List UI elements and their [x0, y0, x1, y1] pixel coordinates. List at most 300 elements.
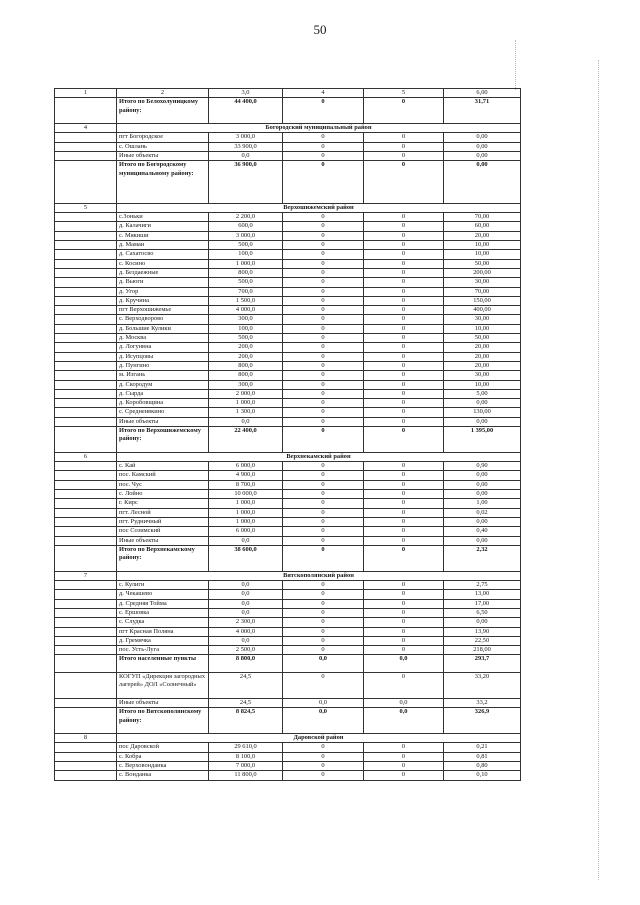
- value-col-4: 0: [283, 241, 364, 250]
- region-number: 4: [55, 124, 117, 133]
- value-col-4: 0: [283, 259, 364, 268]
- value-col-3: 0,0: [209, 636, 283, 645]
- settlement-name: с. Среднеивкино: [117, 408, 209, 417]
- table-row: [55, 287, 521, 296]
- table-row: [55, 213, 521, 222]
- table-row: [55, 408, 521, 417]
- row-number: [55, 408, 117, 417]
- value-col-4: 0: [283, 590, 364, 599]
- header-col-4: 4: [283, 89, 364, 98]
- value-col-5: 0: [364, 343, 444, 352]
- row-number: [55, 673, 117, 699]
- row-number: [55, 627, 117, 636]
- settlement-name: КОГУП «Дирекция загородных лагерей» ДОЛ «Солнечный»: [117, 673, 209, 699]
- value-col-3: 800,0: [209, 371, 283, 380]
- row-number: [55, 334, 117, 343]
- settlement-name: д. Чекашево: [117, 590, 209, 599]
- row-number: [55, 371, 117, 380]
- value-col-3: 3 000,0: [209, 133, 283, 142]
- table-row: [55, 618, 521, 627]
- scan-margin-line: [515, 40, 516, 90]
- table-row: [55, 152, 521, 161]
- table-row: [55, 536, 521, 545]
- table-row: [55, 399, 521, 408]
- value-col-4: 0: [283, 618, 364, 627]
- settlement-name: д. Скородум: [117, 380, 209, 389]
- value-col-5: 0: [364, 287, 444, 296]
- value-col-4: 0: [283, 499, 364, 508]
- value-col-5: 0: [364, 771, 444, 780]
- row-number: [55, 545, 117, 571]
- value-col-4: 0: [283, 480, 364, 489]
- header-col-6: 6,00: [444, 89, 521, 98]
- value-col-6: 10,00: [444, 241, 521, 250]
- value-col-4: 0: [283, 161, 364, 204]
- value-col-5: 0: [364, 306, 444, 315]
- value-col-6: 20,00: [444, 352, 521, 361]
- header-col-3: 3,0: [209, 89, 283, 98]
- settlement-name: с. Лойно: [117, 490, 209, 499]
- row-number: [55, 536, 117, 545]
- value-col-3: 100,0: [209, 250, 283, 259]
- settlement-name: Иные объекты: [117, 536, 209, 545]
- settlement-name: с. Верховонданка: [117, 761, 209, 770]
- value-col-3: 500,0: [209, 241, 283, 250]
- row-number: [55, 287, 117, 296]
- value-col-3: 0,0: [209, 590, 283, 599]
- value-col-4: 0: [283, 581, 364, 590]
- settlement-name: с.Зоньки: [117, 213, 209, 222]
- value-col-5: 0: [364, 152, 444, 161]
- value-col-6: 0,10: [444, 771, 521, 780]
- settlement-name: Итого по Верхнекамскому району:: [117, 545, 209, 571]
- row-number: [55, 599, 117, 608]
- value-col-6: 0,00: [444, 142, 521, 151]
- table-row: [55, 761, 521, 770]
- value-col-5: 0,0: [364, 708, 444, 734]
- value-col-3: 300,0: [209, 315, 283, 324]
- settlement-name: с. Ошлань: [117, 142, 209, 151]
- value-col-3: 4 000,0: [209, 627, 283, 636]
- value-col-3: 8 800,0: [209, 655, 283, 673]
- value-col-6: 2,32: [444, 545, 521, 571]
- value-col-6: 60,00: [444, 222, 521, 231]
- row-number: [55, 361, 117, 370]
- row-number: [55, 315, 117, 324]
- value-col-6: 1,00: [444, 499, 521, 508]
- value-col-4: 0: [283, 417, 364, 426]
- value-col-3: 6 000,0: [209, 527, 283, 536]
- value-col-4: 0,0: [283, 698, 364, 707]
- region-name: Вятскополянский район: [117, 571, 521, 580]
- table-row: [55, 389, 521, 398]
- value-col-5: 0: [364, 259, 444, 268]
- table-row: [55, 324, 521, 333]
- settlement-name: Иные объекты: [117, 417, 209, 426]
- row-number: [55, 296, 117, 305]
- value-col-3: 29 610,0: [209, 743, 283, 752]
- table-row: [55, 743, 521, 752]
- value-col-6: 293,7: [444, 655, 521, 673]
- value-col-5: 0: [364, 142, 444, 151]
- value-col-3: 24,5: [209, 698, 283, 707]
- value-col-6: 0,02: [444, 508, 521, 517]
- value-col-4: 0: [283, 471, 364, 480]
- value-col-4: 0: [283, 517, 364, 526]
- settlement-name: Итого по Богородскому муниципальному району:: [117, 161, 209, 204]
- row-number: [55, 213, 117, 222]
- value-col-6: 1 395,00: [444, 427, 521, 453]
- value-col-5: 0: [364, 471, 444, 480]
- value-col-4: 0: [283, 296, 364, 305]
- value-col-3: 2 200,0: [209, 213, 283, 222]
- table-row: [55, 417, 521, 426]
- settlement-name: д. Угор: [117, 287, 209, 296]
- value-col-6: 0,00: [444, 417, 521, 426]
- value-col-3: 1 000,0: [209, 517, 283, 526]
- value-col-5: 0: [364, 334, 444, 343]
- table-row: [55, 231, 521, 240]
- value-col-3: 1 000,0: [209, 499, 283, 508]
- row-number: [55, 608, 117, 617]
- settlement-name: с. Верходворово: [117, 315, 209, 324]
- row-number: [55, 708, 117, 734]
- region-header-row: [55, 571, 521, 580]
- value-col-6: 13,00: [444, 590, 521, 599]
- settlement-name: д. Гремячка: [117, 636, 209, 645]
- value-col-5: 0: [364, 499, 444, 508]
- value-col-6: 0,40: [444, 527, 521, 536]
- settlement-name: д. Пунгино: [117, 361, 209, 370]
- value-col-5: 0: [364, 268, 444, 277]
- value-col-3: 44 400,0: [209, 98, 283, 124]
- value-col-5: 0: [364, 462, 444, 471]
- value-col-5: 0: [364, 389, 444, 398]
- value-col-3: 11 800,0: [209, 771, 283, 780]
- value-col-4: 0: [283, 545, 364, 571]
- scan-margin-line: [598, 60, 599, 880]
- value-col-4: 0: [283, 152, 364, 161]
- value-col-3: 6 000,0: [209, 462, 283, 471]
- header-col-5: 5: [364, 89, 444, 98]
- value-col-5: 0: [364, 761, 444, 770]
- settlement-name: д. Кручина: [117, 296, 209, 305]
- value-col-6: 30,00: [444, 278, 521, 287]
- value-col-6: 2,75: [444, 581, 521, 590]
- value-col-6: 0,00: [444, 490, 521, 499]
- value-col-4: 0: [283, 222, 364, 231]
- value-col-5: 0: [364, 361, 444, 370]
- settlement-name: пос. Камский: [117, 471, 209, 480]
- value-col-3: 2 500,0: [209, 646, 283, 655]
- value-col-5: 0,0: [364, 698, 444, 707]
- value-col-4: 0: [283, 352, 364, 361]
- settlement-name: пос. Чус: [117, 480, 209, 489]
- settlement-name: пгт Красная Поляна: [117, 627, 209, 636]
- value-col-4: 0: [283, 315, 364, 324]
- value-col-6: 0,21: [444, 743, 521, 752]
- value-col-6: 10,00: [444, 250, 521, 259]
- row-number: [55, 743, 117, 752]
- settlement-name: пгт Богородское: [117, 133, 209, 142]
- value-col-6: 326,9: [444, 708, 521, 734]
- region-header-row: [55, 452, 521, 461]
- value-col-3: 36 900,0: [209, 161, 283, 204]
- value-col-3: 8 824,5: [209, 708, 283, 734]
- value-col-6: 130,00: [444, 408, 521, 417]
- settlement-name: д. Коробовщина: [117, 399, 209, 408]
- value-col-5: 0: [364, 98, 444, 124]
- table-row: [55, 268, 521, 277]
- table-row: [55, 527, 521, 536]
- header-col-1: 1: [55, 89, 117, 98]
- value-col-3: 2 300,0: [209, 618, 283, 627]
- value-col-6: 31,71: [444, 98, 521, 124]
- settlement-name: Итого по Верхошижемскому району:: [117, 427, 209, 453]
- value-col-6: 20,00: [444, 343, 521, 352]
- value-col-5: 0: [364, 241, 444, 250]
- value-col-5: 0: [364, 427, 444, 453]
- value-col-4: 0: [283, 490, 364, 499]
- table-row: [55, 517, 521, 526]
- row-number: [55, 278, 117, 287]
- value-col-4: 0: [283, 399, 364, 408]
- value-col-3: 1 300,0: [209, 408, 283, 417]
- value-col-4: 0: [283, 287, 364, 296]
- value-col-4: 0: [283, 142, 364, 151]
- value-col-3: 500,0: [209, 278, 283, 287]
- value-col-3: 1 000,0: [209, 259, 283, 268]
- table-header-row: [55, 89, 521, 98]
- value-col-3: 4 900,0: [209, 471, 283, 480]
- settlement-name: с. Кобра: [117, 752, 209, 761]
- value-col-4: 0: [283, 673, 364, 699]
- total-row: [55, 161, 521, 204]
- table-row: [55, 471, 521, 480]
- row-number: [55, 471, 117, 480]
- value-col-5: 0: [364, 417, 444, 426]
- value-col-6: 30,00: [444, 371, 521, 380]
- row-number: [55, 324, 117, 333]
- value-col-3: 24,5: [209, 673, 283, 699]
- value-col-6: 33,20: [444, 673, 521, 699]
- row-number: [55, 636, 117, 645]
- value-col-4: 0: [283, 371, 364, 380]
- row-number: [55, 352, 117, 361]
- region-header-row: [55, 203, 521, 212]
- row-number: [55, 98, 117, 124]
- value-col-3: 0,0: [209, 152, 283, 161]
- value-col-4: 0: [283, 608, 364, 617]
- table-row: [55, 222, 521, 231]
- value-col-5: 0: [364, 673, 444, 699]
- value-col-4: 0: [283, 231, 364, 240]
- value-col-5: 0: [364, 352, 444, 361]
- settlements-table-body: [55, 89, 521, 781]
- table-row: [55, 259, 521, 268]
- region-number: 8: [55, 734, 117, 743]
- row-number: [55, 527, 117, 536]
- value-col-6: 0,00: [444, 536, 521, 545]
- value-col-6: 0,00: [444, 152, 521, 161]
- value-col-5: 0: [364, 636, 444, 645]
- region-number: 7: [55, 571, 117, 580]
- value-col-6: 50,00: [444, 334, 521, 343]
- settlement-name: пос. Усть-Луга: [117, 646, 209, 655]
- value-col-3: 10 000,0: [209, 490, 283, 499]
- value-col-5: 0: [364, 231, 444, 240]
- value-col-4: 0: [283, 536, 364, 545]
- value-col-3: 800,0: [209, 361, 283, 370]
- value-col-6: 0,90: [444, 462, 521, 471]
- table-row: [55, 306, 521, 315]
- row-number: [55, 590, 117, 599]
- value-col-5: 0: [364, 536, 444, 545]
- value-col-5: 0: [364, 408, 444, 417]
- subtotal-row: [55, 655, 521, 673]
- table-row: [55, 296, 521, 305]
- settlement-name: Итого по Вятскополянскому району:: [117, 708, 209, 734]
- row-number: [55, 231, 117, 240]
- table-row: [55, 698, 521, 707]
- value-col-5: 0: [364, 133, 444, 142]
- value-col-5: 0: [364, 517, 444, 526]
- value-col-4: 0: [283, 268, 364, 277]
- value-col-6: 0,00: [444, 618, 521, 627]
- row-number: [55, 771, 117, 780]
- settlement-name: д. Мамаи: [117, 241, 209, 250]
- value-col-4: 0: [283, 427, 364, 453]
- row-number: [55, 462, 117, 471]
- value-col-6: 0,00: [444, 161, 521, 204]
- settlement-name: пгт Верхошижемье: [117, 306, 209, 315]
- row-number: [55, 655, 117, 673]
- table-row: [55, 480, 521, 489]
- table-row: [55, 315, 521, 324]
- table-row: [55, 380, 521, 389]
- region-name: Богородский муниципальный район: [117, 124, 521, 133]
- settlement-name: пгт. Рудничный: [117, 517, 209, 526]
- value-col-3: 38 600,0: [209, 545, 283, 571]
- value-col-6: 200,00: [444, 268, 521, 277]
- settlement-name: м. Изгань: [117, 371, 209, 380]
- header-col-2: 2: [117, 89, 209, 98]
- value-col-4: 0: [283, 213, 364, 222]
- table-row: [55, 490, 521, 499]
- row-number: [55, 152, 117, 161]
- value-col-4: 0,0: [283, 708, 364, 734]
- table-row: [55, 371, 521, 380]
- table-row: [55, 752, 521, 761]
- value-col-3: 300,0: [209, 380, 283, 389]
- value-col-4: 0: [283, 408, 364, 417]
- region-header-row: [55, 124, 521, 133]
- settlement-name: д. Сырда: [117, 389, 209, 398]
- value-col-6: 0,00: [444, 480, 521, 489]
- value-col-4: 0: [283, 743, 364, 752]
- value-col-4: 0: [283, 278, 364, 287]
- value-col-4: 0: [283, 646, 364, 655]
- value-col-5: 0: [364, 581, 444, 590]
- settlement-name: с. Кулиги: [117, 581, 209, 590]
- value-col-3: 8 100,0: [209, 752, 283, 761]
- row-number: [55, 618, 117, 627]
- value-col-5: 0: [364, 480, 444, 489]
- value-col-4: 0: [283, 361, 364, 370]
- region-name: Даровской район: [117, 734, 521, 743]
- value-col-5: 0: [364, 608, 444, 617]
- settlement-name: Иные объекты: [117, 152, 209, 161]
- table-row: [55, 508, 521, 517]
- value-col-5: 0: [364, 618, 444, 627]
- table-row: [55, 250, 521, 259]
- value-col-6: 6,50: [444, 608, 521, 617]
- table-row: [55, 462, 521, 471]
- value-col-4: 0: [283, 306, 364, 315]
- row-number: [55, 268, 117, 277]
- settlement-name: д. Средняя Тойма: [117, 599, 209, 608]
- row-number: [55, 517, 117, 526]
- value-col-3: 600,0: [209, 222, 283, 231]
- table-row: [55, 278, 521, 287]
- settlement-name: с. Мякиши: [117, 231, 209, 240]
- value-col-3: 0,0: [209, 581, 283, 590]
- value-col-5: 0: [364, 590, 444, 599]
- value-col-5: 0: [364, 399, 444, 408]
- value-col-3: 100,0: [209, 324, 283, 333]
- value-col-4: 0: [283, 462, 364, 471]
- table-row: [55, 343, 521, 352]
- value-col-5: 0: [364, 315, 444, 324]
- settlement-name: Иные объекты: [117, 698, 209, 707]
- value-col-5: 0: [364, 250, 444, 259]
- value-col-5: 0: [364, 545, 444, 571]
- value-col-5: 0: [364, 599, 444, 608]
- value-col-4: 0: [283, 761, 364, 770]
- value-col-6: 5,00: [444, 389, 521, 398]
- settlement-name: пос Созимский: [117, 527, 209, 536]
- value-col-4: 0: [283, 343, 364, 352]
- value-col-6: 20,00: [444, 361, 521, 370]
- value-col-5: 0: [364, 296, 444, 305]
- value-col-3: 7 000,0: [209, 761, 283, 770]
- value-col-3: 500,0: [209, 334, 283, 343]
- value-col-3: 1 500,0: [209, 296, 283, 305]
- row-number: [55, 752, 117, 761]
- value-col-4: 0: [283, 527, 364, 536]
- value-col-6: 0,80: [444, 761, 521, 770]
- settlement-name: д. Большие Кулики: [117, 324, 209, 333]
- value-col-4: 0: [283, 627, 364, 636]
- row-number: [55, 646, 117, 655]
- table-row: [55, 133, 521, 142]
- settlement-name: д. Исупцовы: [117, 352, 209, 361]
- value-col-6: 150,00: [444, 296, 521, 305]
- settlement-name: г. Кирс: [117, 499, 209, 508]
- settlement-name: пгт. Лесной: [117, 508, 209, 517]
- value-col-6: 17,00: [444, 599, 521, 608]
- value-col-5: 0: [364, 278, 444, 287]
- row-number: [55, 142, 117, 151]
- value-col-3: 200,0: [209, 343, 283, 352]
- region-name: Верхнекамский район: [117, 452, 521, 461]
- row-number: [55, 306, 117, 315]
- total-row: [55, 545, 521, 571]
- value-col-3: 800,0: [209, 268, 283, 277]
- row-number: [55, 222, 117, 231]
- settlement-name: д. Бездаежные: [117, 268, 209, 277]
- region-header-row: [55, 734, 521, 743]
